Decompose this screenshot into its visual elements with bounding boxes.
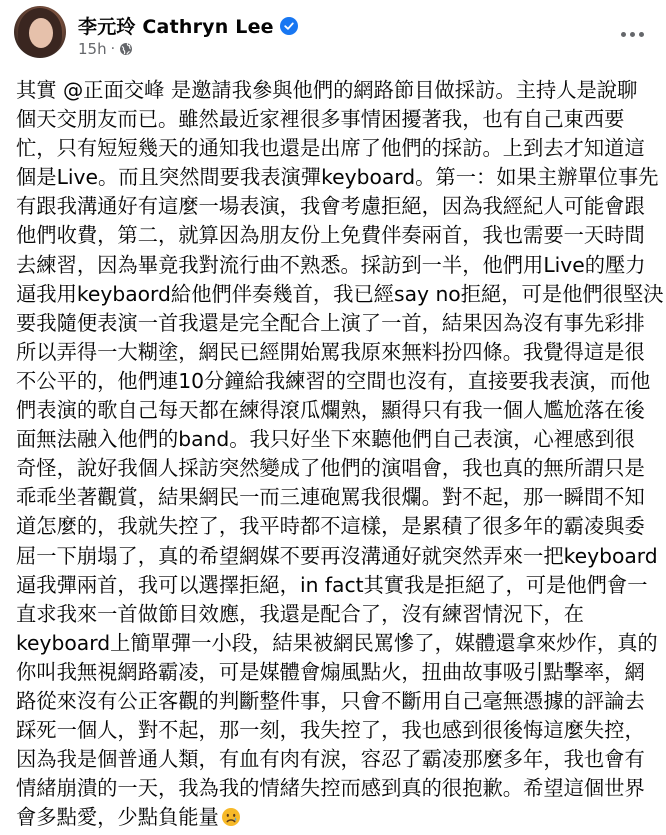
more-options-icon[interactable] [614, 16, 650, 52]
verified-badge-icon [280, 17, 298, 35]
post-text-line: keyboard上簡單彈一小段，結果被網民罵慘了，媒體還拿來炒作，真的 [16, 630, 658, 655]
post-text-line: 踩死一個人，對不起，那一刻，我失控了，我也感到很後悔這麼失控， [16, 718, 645, 743]
post-text-line: 他們收費，第二，就算因為朋友份上免費伴奏兩首，我也需要一天時間 [16, 223, 645, 248]
post-text-line: 們表演的歌自己每天都在練得滾瓜爛熟，顯得只有我一個人尷尬落在後 [16, 398, 645, 423]
post-text-line: 去練習，因為畢竟我對流行曲不熟悉。採訪到一半，他們用Live的壓力 [16, 252, 646, 277]
post-text-line: 忙，只有短短幾天的通知我也還是出席了他們的採訪。上到去才知道這 [16, 136, 645, 161]
post-text-line: 屈一下崩塌了，真的希望網媒不要再沒溝通好就突然弄來一把keyboard [16, 543, 658, 568]
sad-face-emoji-icon [221, 806, 241, 826]
post-header [14, 6, 652, 62]
globe-icon[interactable] [119, 42, 133, 56]
post-text-final-segment: 會多點愛，少點負能量 [16, 805, 219, 830]
post-meta [78, 40, 133, 58]
post-text-line: 直求我來一首做節目效應，我還是配合了，沒有練習情況下，在 [16, 601, 584, 626]
post-text-line: 個天交朋友而已。雖然最近家裡很多事情困擾著我，也有自己東西要 [16, 107, 625, 132]
post-text-line: 要我隨便表演一首我還是完全配合上演了一首，結果因為沒有事先彩排 [16, 310, 645, 335]
post-text-line: 道怎麼的，我就失控了，我平時都不這樣，是累積了很多年的霸凌與委 [16, 514, 645, 539]
post-text-line: 逼我用keybaord給他們伴奏幾首，我已經say no拒絕，可是他們很堅決 [16, 281, 664, 306]
post-text-line: 逼我彈兩首，我可以選擇拒絕，in fact其實我是拒絕了，可是他們會一 [16, 572, 648, 597]
post-text-line: 奇怪，說好我個人採訪突然變成了他們的演唱會，我也真的無所謂只是 [16, 456, 645, 481]
post-text-line: 其實 @正面交峰 是邀請我參與他們的網路節目做採訪。主持人是說聊 [16, 78, 638, 102]
author-name[interactable]: 李元玲 Cathryn Lee [78, 16, 274, 38]
post-text-line: 不公平的，他們連10分鐘給我練習的空間也沒有，直接要我表演，而他 [16, 368, 651, 393]
post-text-line-last [16, 803, 654, 832]
meta-separator: · [110, 41, 116, 57]
post-text-line: 個是Live。而且突然間要我表演彈keyboard。第一：如果主辦單位事先 [16, 165, 659, 190]
post-text-line: 所以弄得一大糊塗，網民已經開始罵我原來無料扮四條。我覺得這是很 [16, 339, 645, 364]
author-name-row [78, 12, 298, 39]
post-text-line: 你叫我無視網路霸凌，可是媒體會煽風點火，扭曲故事吸引點擊率，網 [16, 659, 645, 684]
post-text-line: 有跟我溝通好有這麼一場表演，我會考慮拒絕，因為我經紀人可能會跟 [16, 194, 645, 219]
author-avatar[interactable] [14, 6, 66, 58]
post-text-line: 乖乖坐著觀賞，結果網民一而三連砲罵我很爛。對不起，那一瞬間不知 [16, 485, 645, 510]
post-body [16, 76, 664, 832]
post-text-line: 路從來沒有公正客觀的判斷整件事，只會不斷用自己毫無憑據的評論去 [16, 688, 645, 713]
post-text-line: 因為我是個普通人類，有血有肉有淚，容忍了霸凌那麼多年，我也會有 [16, 747, 645, 772]
post-text-line: 情緒崩潰的一天，我為我的情緒失控而感到真的很抱歉。希望這個世界 [16, 776, 645, 801]
post-timestamp[interactable]: 15h [78, 40, 107, 58]
post-text-line: 面無法融入他們的band。我只好坐下來聽他們自己表演，心裡感到很 [16, 427, 635, 452]
